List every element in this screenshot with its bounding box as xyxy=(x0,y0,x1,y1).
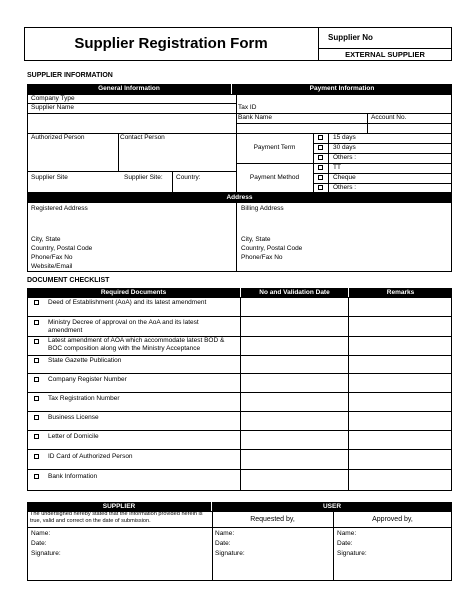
tax-id-field[interactable]: Tax ID xyxy=(238,104,257,111)
requester-name-field[interactable]: Name: xyxy=(215,530,235,537)
supplier-site-secondary-field[interactable]: Supplier Site: xyxy=(124,174,163,181)
billing-phone-fax[interactable]: Phone/Fax No xyxy=(241,254,283,261)
col-number-validation: No and Validation Date xyxy=(241,288,348,297)
supplier-signature-field[interactable]: Signature: xyxy=(31,550,61,557)
doc-tax-registration-label: Tax Registration Number xyxy=(48,395,120,402)
approver-name-field[interactable]: Name: xyxy=(337,530,357,537)
company-type-field[interactable]: Company Type xyxy=(31,95,75,102)
col-required-documents: Required Documents xyxy=(27,288,240,297)
doc-aoa-amendment-checkbox[interactable] xyxy=(34,339,39,344)
doc-state-gazette-checkbox[interactable] xyxy=(34,358,39,363)
doc-deed-label: Deed of Establishment (AoA) and its latest amendment xyxy=(48,299,207,306)
registered-phone-fax[interactable]: Phone/Fax No xyxy=(31,254,73,261)
doc-bank-info-checkbox[interactable] xyxy=(34,474,39,479)
method-others-label: Others : xyxy=(333,184,357,191)
doc-id-card-label: ID Card of Authorized Person xyxy=(48,453,133,460)
registered-city-state[interactable]: City, State xyxy=(31,236,61,243)
bank-name-field[interactable]: Bank Name xyxy=(238,114,272,121)
user-signoff-header: USER xyxy=(212,502,452,511)
doc-business-license-checkbox[interactable] xyxy=(34,415,39,420)
registered-country-postal[interactable]: Country, Postal Code xyxy=(31,245,93,252)
authorized-person-field[interactable]: Authorized Person xyxy=(31,134,85,141)
method-tt-label: TT xyxy=(333,164,341,171)
method-tt-checkbox[interactable] xyxy=(318,165,323,170)
registered-address-field[interactable]: Registered Address xyxy=(31,205,88,212)
supplier-signoff-header: SUPPLIER xyxy=(27,502,211,511)
supplier-site-field[interactable]: Supplier Site xyxy=(31,174,68,181)
billing-city-state[interactable]: City, State xyxy=(241,236,271,243)
col-remarks: Remarks xyxy=(349,288,452,297)
approved-by-label: Approved by, xyxy=(372,516,413,523)
term-30-days-checkbox[interactable] xyxy=(318,145,323,150)
general-info-header: General Information xyxy=(27,84,231,94)
doc-letter-domicile-label: Letter of Domicile xyxy=(48,433,99,440)
supplier-info-title: SUPPLIER INFORMATION xyxy=(27,72,113,79)
supplier-type-label: EXTERNAL SUPPLIER xyxy=(345,50,425,59)
requested-by-label: Requested by, xyxy=(250,516,295,523)
supplier-name-field[interactable]: Supplier Name xyxy=(31,104,74,111)
country-field[interactable]: Country: xyxy=(176,174,201,181)
supplier-statement: The undersigned hereby stated that the information provided herein is true, valid and correct on the date of submission. xyxy=(30,511,203,524)
term-others-checkbox[interactable] xyxy=(318,155,323,160)
supplier-date-field[interactable]: Date: xyxy=(31,540,47,547)
address-header: Address xyxy=(27,193,452,202)
supplier-name-sign-field[interactable]: Name: xyxy=(31,530,51,537)
doc-business-license-label: Business License xyxy=(48,414,99,421)
requester-signature-field[interactable]: Signature: xyxy=(215,550,245,557)
billing-country-postal[interactable]: Country, Postal Code xyxy=(241,245,303,252)
payment-info-header: Payment Information xyxy=(232,84,452,94)
requester-date-field[interactable]: Date: xyxy=(215,540,231,547)
doc-aoa-amendment-label: Latest amendment of AOA which accommodate latest BOD & BOC composition along with the Ministry Acceptance xyxy=(48,337,225,352)
approver-signature-field[interactable]: Signature: xyxy=(337,550,367,557)
doc-state-gazette-label: State Gazette Publication xyxy=(48,357,122,364)
doc-letter-domicile-checkbox[interactable] xyxy=(34,434,39,439)
term-others-label: Others : xyxy=(333,154,357,161)
billing-address-field[interactable]: Billing Address xyxy=(241,205,284,212)
method-others-checkbox[interactable] xyxy=(318,185,323,190)
registered-website-email[interactable]: Website/Email xyxy=(31,263,73,270)
document-checklist-title: DOCUMENT CHECKLIST xyxy=(27,277,110,284)
doc-tax-registration-checkbox[interactable] xyxy=(34,396,39,401)
doc-id-card-checkbox[interactable] xyxy=(34,454,39,459)
doc-company-register-checkbox[interactable] xyxy=(34,377,39,382)
address-table xyxy=(27,202,452,272)
page-title: Supplier Registration Form xyxy=(74,35,268,52)
doc-bank-info-label: Bank Information xyxy=(48,473,98,480)
approver-date-field[interactable]: Date: xyxy=(337,540,353,547)
account-no-field[interactable]: Account No. xyxy=(371,114,407,121)
method-cheque-checkbox[interactable] xyxy=(318,175,323,180)
term-30-days-label: 30 days xyxy=(333,144,356,151)
supplier-no-label: Supplier No xyxy=(328,33,373,42)
term-15-days-checkbox[interactable] xyxy=(318,135,323,140)
term-15-days-label: 15 days xyxy=(333,134,356,141)
payment-method-label: Payment Method xyxy=(249,174,300,181)
doc-ministry-decree-checkbox[interactable] xyxy=(34,320,39,325)
doc-company-register-label: Company Register Number xyxy=(48,376,127,383)
payment-term-label: Payment Term xyxy=(253,144,296,151)
doc-deed-checkbox[interactable] xyxy=(34,300,39,305)
contact-person-field[interactable]: Contact Person xyxy=(120,134,165,141)
doc-ministry-decree-label: Ministry Decree of approval on the AoA and its latest amendment xyxy=(48,319,199,334)
method-cheque-label: Cheque xyxy=(333,174,356,181)
